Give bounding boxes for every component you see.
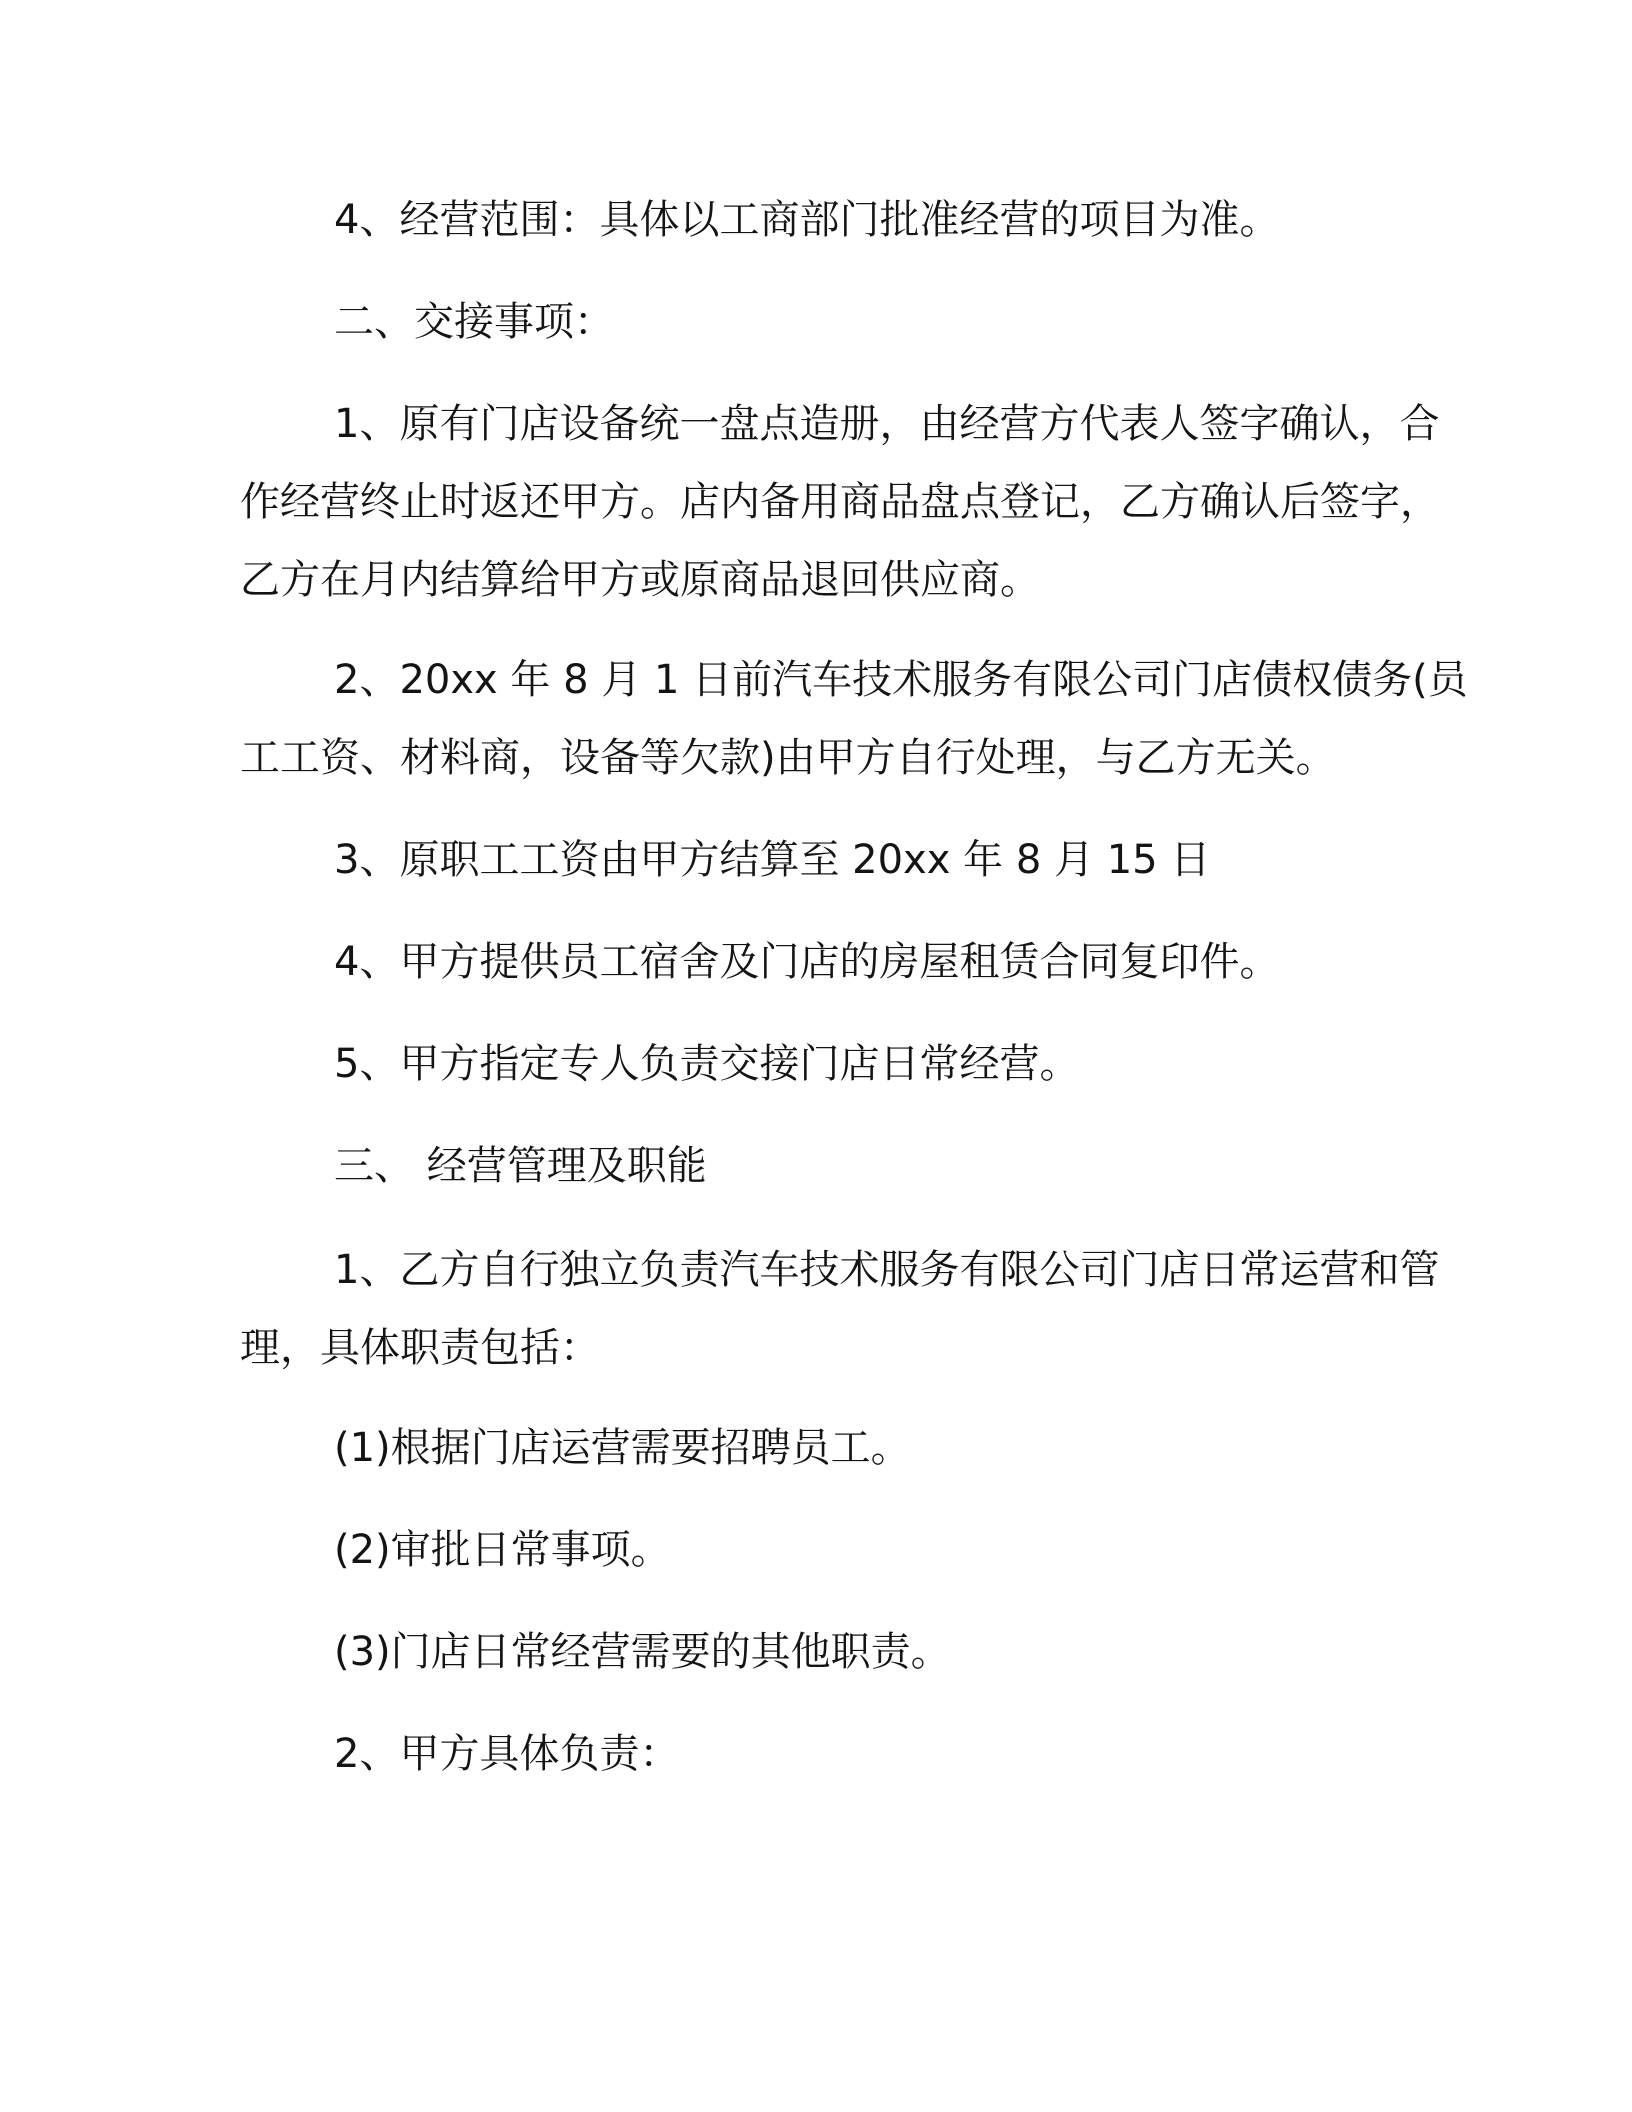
management-item-1-line-1: 1、乙方自行独立负责汽车技术服务有限公司门店日常运营和管 xyxy=(334,1247,1440,1293)
duty-item-3: (3)门店日常经营需要的其他职责。 xyxy=(334,1629,951,1675)
handover-item-4: 4、甲方提供员工宿舍及门店的房屋租赁合同复印件。 xyxy=(334,939,1280,985)
handover-item-5: 5、甲方指定专人负责交接门店日常经营。 xyxy=(334,1041,1080,1087)
management-item-1-line-2: 理，具体职责包括： xyxy=(240,1325,600,1371)
duty-item-2: (2)审批日常事项。 xyxy=(334,1527,671,1573)
handover-item-1-line-1: 1、原有门店设备统一盘点造册，由经营方代表人签字确认，合 xyxy=(334,401,1440,447)
management-item-2: 2、甲方具体负责： xyxy=(334,1731,680,1777)
handover-item-1-line-3: 乙方在月内结算给甲方或原商品退回供应商。 xyxy=(240,557,1040,603)
handover-item-2-line-1: 2、20xx 年 8 月 1 日前汽车技术服务有限公司门店债权债务(员 xyxy=(334,657,1468,703)
handover-item-2-line-2: 工工资、材料商，设备等欠款)由甲方自行处理，与乙方无关。 xyxy=(240,735,1336,781)
section-heading-handover: 二、交接事项： xyxy=(334,299,614,345)
duty-item-1: (1)根据门店运营需要招聘员工。 xyxy=(334,1425,911,1471)
scope-item-4: 4、经营范围：具体以工商部门批准经营的项目为准。 xyxy=(334,197,1280,243)
handover-item-1-line-2: 作经营终止时返还甲方。店内备用商品盘点登记，乙方确认后签字， xyxy=(240,479,1440,525)
section-heading-management: 三、 经营管理及职能 xyxy=(334,1143,707,1189)
handover-item-3: 3、原职工工资由甲方结算至 20xx 年 8 月 15 日 xyxy=(334,837,1211,883)
